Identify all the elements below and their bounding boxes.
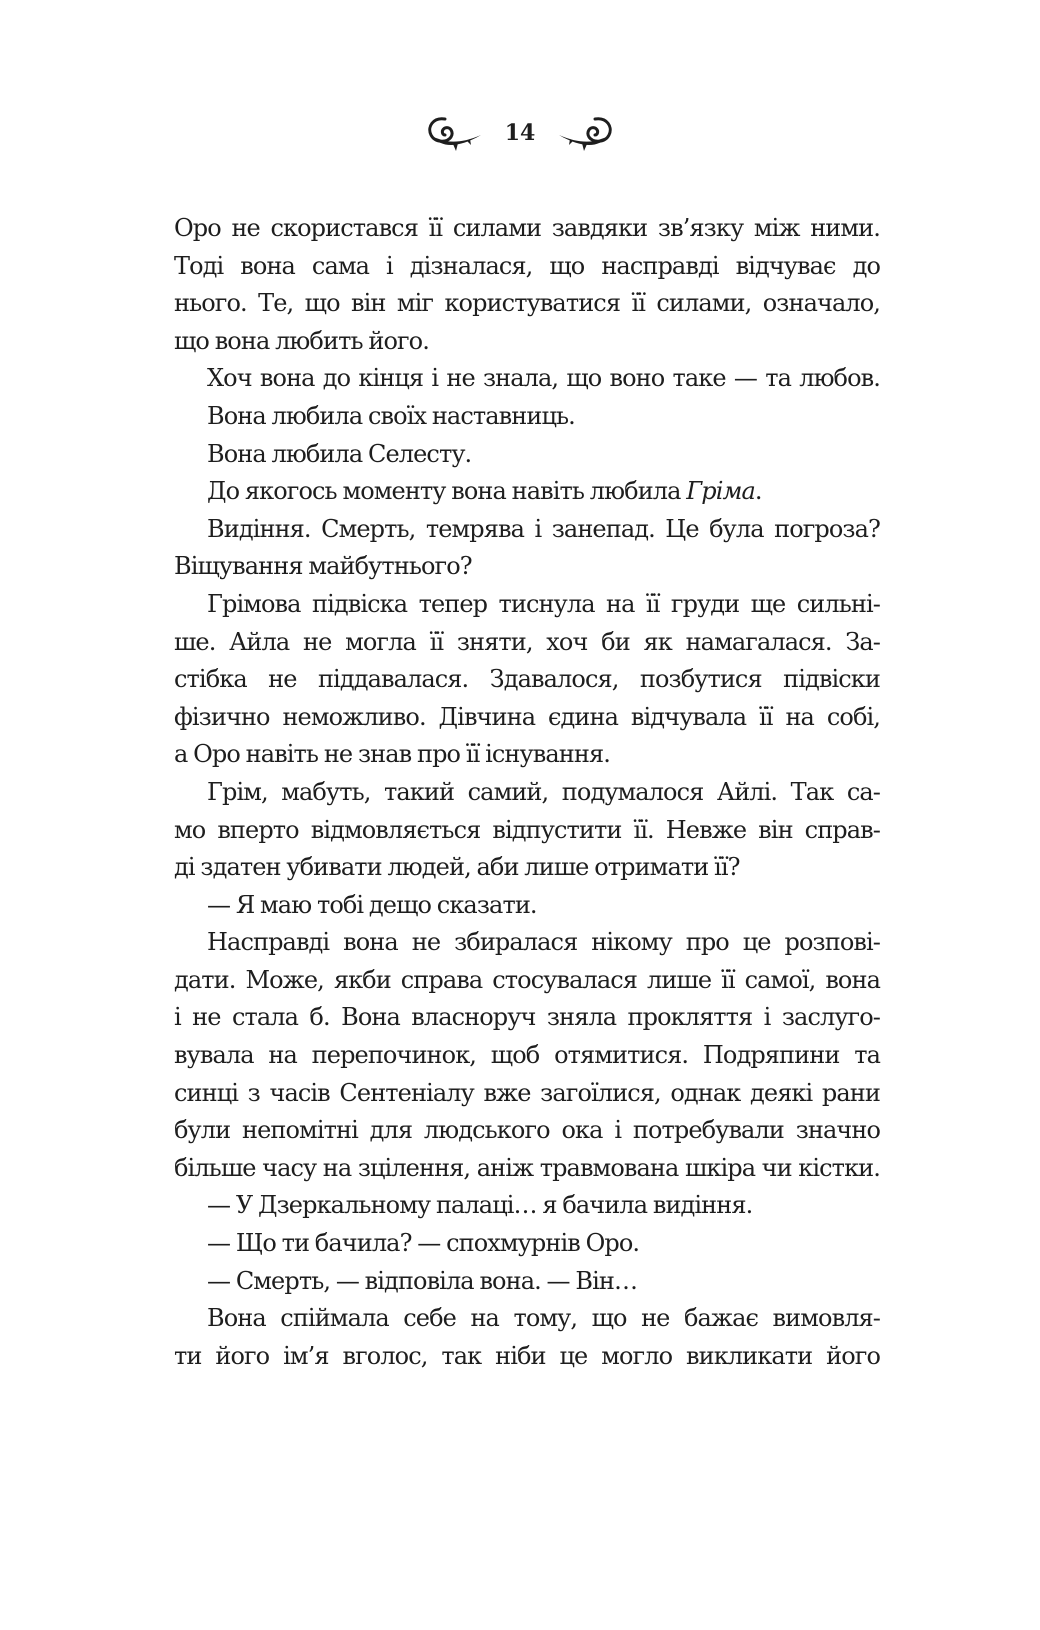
text-line: синці з часів Сентеніалу вже загоїлися, однак деякі рани	[174, 1078, 880, 1107]
page-number: 14	[504, 120, 536, 146]
flourish-right-icon	[553, 111, 617, 155]
text-line: були непомітні для людського ока і потребували значно	[174, 1116, 880, 1145]
text-line: Видіння. Смерть, темрява і занепад. Це була погроза?	[207, 514, 880, 543]
text-line: що вона любить його.	[174, 326, 429, 355]
text-line: Насправді вона не збиралася нікому про це розпові-	[207, 928, 880, 957]
text-line: фізично неможливо. Дівчина єдина відчувала її на собі,	[174, 702, 880, 731]
text-line: Хоч вона до кінця і не знала, що воно таке — та любов.	[207, 364, 880, 393]
text-line	[174, 473, 880, 511]
italic-name: Гріма	[686, 477, 755, 506]
text-line: стібка не піддавалася. Здавалося, позбутися підвіски	[174, 665, 880, 694]
text-line: — У Дзеркальному палаці… я бачила видіння.	[207, 1191, 753, 1220]
flourish-left-icon	[423, 111, 487, 155]
text-line: а Оро навіть не знав про її існування.	[174, 740, 610, 769]
text-line: Тоді вона сама і дізналася, що насправді відчуває до	[174, 251, 880, 280]
text-line: ше. Айла не могла її зняти, хоч би як намагалася. За-	[174, 627, 880, 656]
body-text	[174, 210, 880, 1375]
text-line: більше часу на зцілення, аніж травмована шкіра чи кістки.	[174, 1153, 880, 1182]
text-line: — Я маю тобі дещо сказати.	[207, 890, 537, 919]
text-line: вувала на перепочинок, щоб отямитися. Подряпини та	[174, 1041, 880, 1070]
text-line: Віщування майбутнього?	[174, 552, 472, 581]
page-header	[0, 108, 1040, 158]
text-line: і не стала б. Вона власноруч зняла прокляття і заслуго-	[174, 1003, 880, 1032]
text-line: Грімова підвіска тепер тиснула на її груди ще сильні-	[207, 589, 880, 618]
text-line: Оро не скористався її силами завдяки зв’язку між ними.	[174, 214, 880, 242]
text-line: Вона любила Селесту.	[207, 439, 472, 468]
text-segment: .	[754, 477, 762, 506]
text-line: — Що ти бачила? — спохмурнів Оро.	[207, 1229, 640, 1258]
text-segment: До якогось моменту вона навіть любила	[207, 477, 687, 506]
text-line: Вона спіймала себе на тому, що не бажає вимовля-	[207, 1304, 880, 1333]
text-line: Грім, мабуть, такий самий, подумалося Айлі. Так са-	[207, 777, 880, 806]
text-line: ді здатен убивати людей, аби лише отримати її?	[174, 853, 740, 882]
text-line: Вона любила своїх наставниць.	[207, 401, 575, 430]
text-line: мо вперто відмовляється відпустити її. Невже він справ-	[174, 815, 880, 844]
text-line: дати. Може, якби справа стосувалася лише її самої, вона	[174, 965, 880, 994]
text-line: ти його ім’я вголос, так ніби це могло викликати його	[174, 1341, 880, 1370]
text-line: — Смерть, — відповіла вона. — Він…	[207, 1266, 638, 1295]
text-line: нього. Те, що він міг користуватися її силами, означало,	[174, 289, 880, 318]
